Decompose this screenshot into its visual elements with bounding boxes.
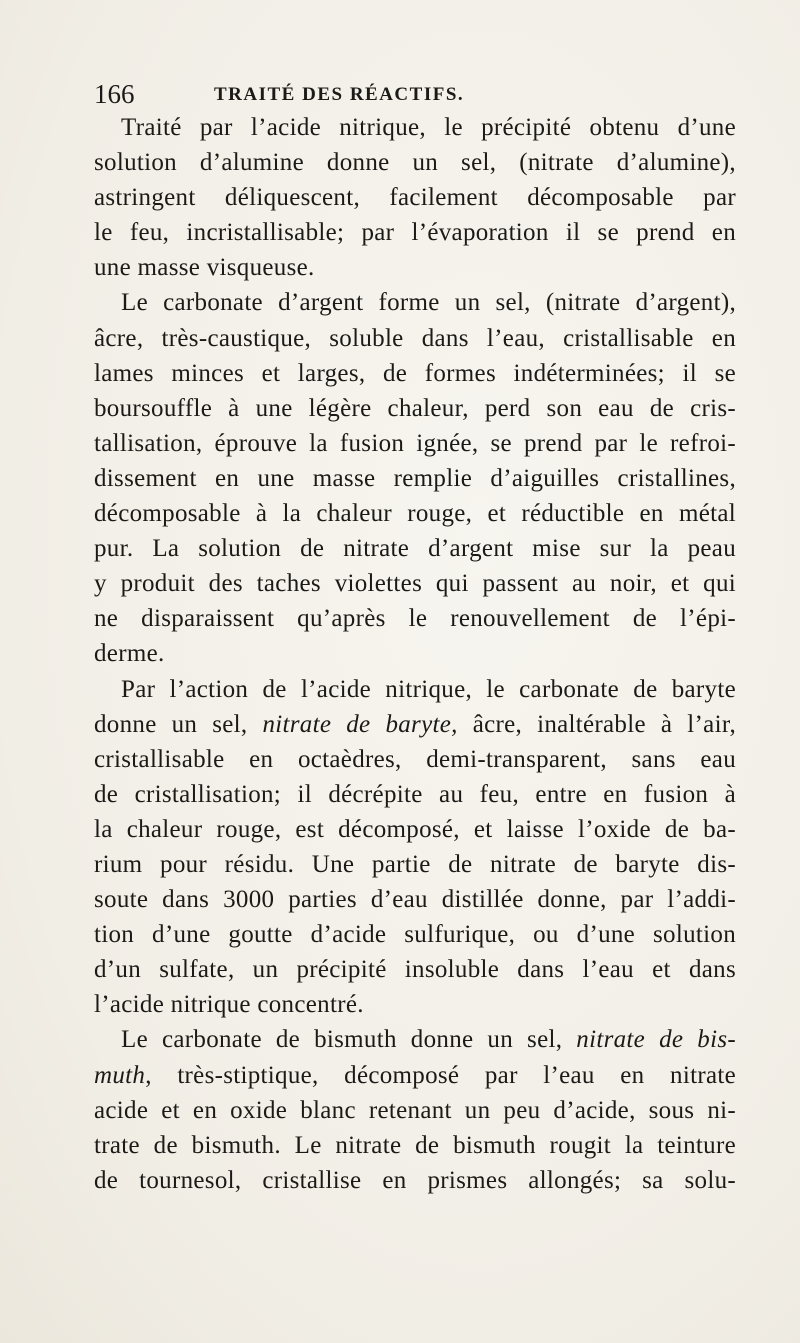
- text-line: lames minces et larges, de formes indéterminées; il se: [94, 359, 736, 387]
- text-line: solution d’alumine donne un sel, (nitrate d’alumine),: [94, 149, 736, 177]
- body-text: [94, 110, 736, 1198]
- text-line: la chaleur rouge, est décomposé, et laisse l’oxide de ba-: [94, 815, 736, 843]
- paragraph: [94, 1022, 736, 1197]
- italic-term: muth: [94, 1061, 146, 1089]
- line-segment: donne un sel,: [94, 710, 263, 738]
- text-line: y produit des taches violettes qui passent au noir, et qui: [94, 570, 736, 598]
- text-line: de cristallisation; il décrépite au feu, entre en fusion à: [94, 780, 736, 808]
- text-line: décomposable à la chaleur rouge, et réductible en métal: [94, 500, 736, 528]
- paragraph: [94, 110, 736, 285]
- text-line: derme.: [94, 640, 165, 668]
- text-line: Traité par l’acide nitrique, le précipité obtenu d’une: [121, 114, 736, 141]
- line-segment: Le carbonate de bismuth donne un sel,: [121, 1026, 577, 1054]
- text-line: de tournesol, cristallise en prismes allongés; sa solu-: [94, 1166, 736, 1194]
- text-line: dissement en une masse remplie d’aiguilles cristallines,: [94, 464, 736, 492]
- text-line: Le carbonate d’argent forme un sel, (nitrate d’argent),: [121, 289, 736, 317]
- text-line: ne disparaissent qu’après le renouvellement de l’épi-: [94, 605, 736, 633]
- text-line: âcre, très-caustique, soluble dans l’eau, cristallisable en: [94, 324, 736, 352]
- paragraph: [94, 672, 736, 1023]
- text-line: tion d’une goutte d’acide sulfurique, ou d’une solution: [94, 921, 736, 949]
- text-line: cristallisable en octaèdres, demi-transparent, sans eau: [94, 745, 736, 773]
- text-line: acide et en oxide blanc retenant un peu d’acide, sous ni-: [94, 1096, 736, 1124]
- text-line: tallisation, éprouve la fusion ignée, se prend par le refroi-: [94, 429, 736, 457]
- text-line: [94, 1058, 736, 1093]
- paragraph: [94, 285, 736, 671]
- italic-term: nitrate de bis-: [576, 1026, 737, 1054]
- text-line: Par l’action de l’acide nitrique, le carbonate de baryte: [121, 675, 736, 703]
- text-line: une masse visqueuse.: [94, 254, 315, 282]
- line-segment: , très-stiptique, décomposé par l’eau en nitrate: [145, 1061, 736, 1089]
- text-line: [94, 707, 736, 742]
- page-number: 166: [94, 79, 135, 109]
- italic-term: nitrate de baryte,: [262, 710, 458, 738]
- text-line: rium pour résidu. Une partie de nitrate de baryte dis-: [94, 850, 736, 878]
- text-line: [94, 1022, 736, 1057]
- text-line: astringent déliquescent, facilement décomposable par: [94, 184, 736, 212]
- text-line: trate de bismuth. Le nitrate de bismuth rougit la teinture: [94, 1131, 736, 1159]
- text-line: le feu, incristallisable; par l’évaporation il se prend en: [94, 219, 736, 247]
- running-title: TRAITÉ DES RÉACTIFS.: [214, 84, 465, 105]
- text-line: boursouffle à une légère chaleur, perd son eau de cris-: [94, 394, 736, 422]
- text-line: soute dans 3000 parties d’eau distillée donne, par l’addi-: [94, 886, 736, 914]
- text-line: l’acide nitrique concentré.: [94, 991, 364, 1019]
- text-line: d’un sulfate, un précipité insoluble dans l’eau et dans: [94, 956, 736, 984]
- text-line: pur. La solution de nitrate d’argent mise sur la peau: [94, 535, 736, 563]
- running-head: [94, 78, 734, 110]
- line-segment: âcre, inaltérable à l’air,: [457, 710, 736, 738]
